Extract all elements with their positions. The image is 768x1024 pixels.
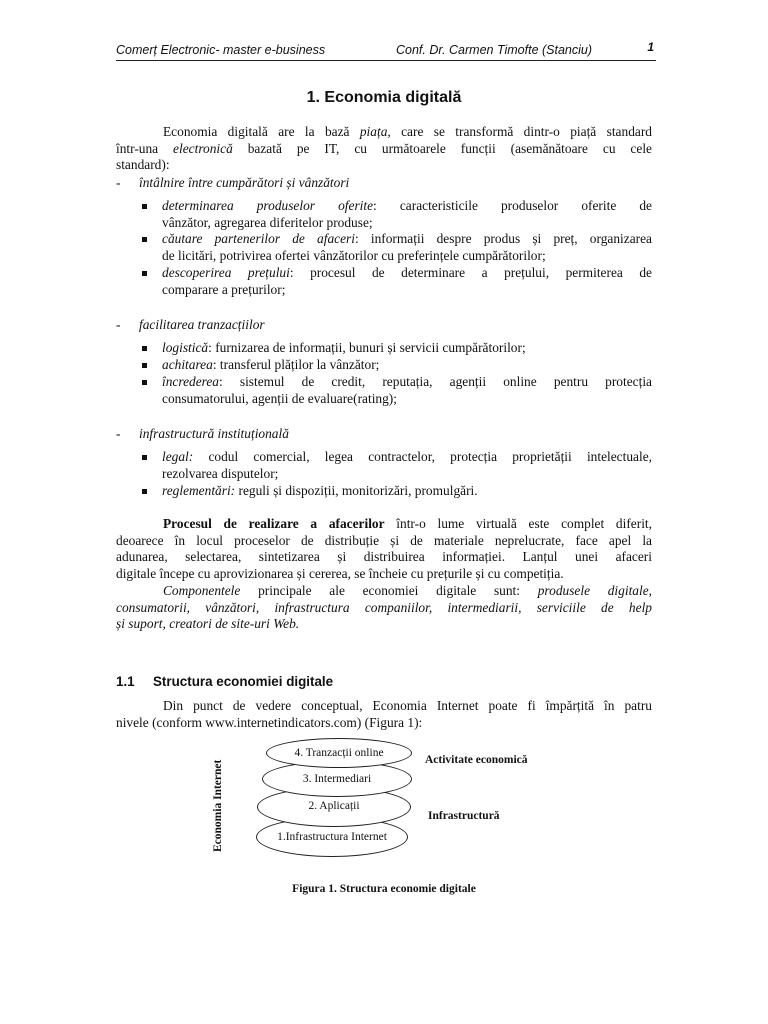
header-divider [116, 60, 656, 61]
structure-paragraph: Din punct de vedere conceptual, Economia Internet poate fi împărțită în patru nivele (conform www.internetindicators.com) (Figura 1): [116, 698, 652, 730]
level-4-ellipse: 4. Tranzacții online [266, 738, 412, 768]
page-title: 1. Economia digitală [306, 89, 462, 106]
header-author: Conf. Dr. Carmen Timofte (Stanciu) [396, 43, 593, 57]
list-item: reglementări: reguli și dispoziții, monitorizări, promulgări. [142, 483, 652, 500]
bullet-icon [142, 346, 147, 351]
bullet-icon [142, 363, 147, 368]
bullet-icon [142, 455, 147, 460]
bullet-icon [142, 489, 147, 494]
list-item: descoperirea prețului: procesul de determinare a prețului, permiterea de comparare a prețurilor; [142, 265, 652, 298]
page-header [116, 40, 656, 60]
components-paragraph: Componentele principale ale economiei digitale sunt: produsele digitale, consumatorii, vânzători, infrastructura companiilor, intermediarii, serviciile de help și suport, creatori de site-uri Web. [116, 583, 652, 632]
infrastructure-label: Infrastructură [428, 810, 500, 822]
process-paragraph: Procesul de realizare a afacerilor într-o lume virtuală este complet diferit, deoarece în locul proceselor de distribuție și de materiale neprelucrate, face apel la adunarea, selectarea, sintetizarea și distribuirea informației. Lanțul unei afaceri digitale începe cu aprovizionarea și cererea, se încheie cu prețurile și cu competiția. [116, 516, 652, 581]
intro-line-3: standard): [116, 157, 170, 173]
list-item: determinarea produselor oferite: caracteristicile produselor oferite de vânzător, agregarea diferitelor produse; [142, 198, 652, 231]
list-item: încrederea: sistemul de credit, reputația, agenții online pentru protecția consumatorului, agenții de evaluare(rating); [142, 374, 652, 407]
intro-paragraph [116, 124, 652, 174]
document-page: Comerț Electronic- master e-business Conf. Dr. Carmen Timofte (Stanciu) 1 1. Economia digitală Economia digitală are la bază piața, care se transformă dintr-o piață standard într-una electronică bazată pe IT, cu următoarele funcții (asemănătoare cu cele standard): - întâlnire între cumpărători și vânzători determinarea produselor oferite: caracteristicile produselor oferite de vânzător, agregarea diferitelor produse; căutare partenerilor de afaceri: informații despre produs și preț, organizarea de licitări, potrivirea ofertei vânzătorilor cu preferințele cumpărătorilor; descoperirea prețului: procesul de determinare a prețului, permiterea de comparare a prețurilor; - facilitarea tranzacțiilor logistică: furnizarea de informații, bunuri și servicii cumpărătorilor; achitarea: transferul plăților la vânzător; încrederea: sistemul de credit, reputația, agenții online pentru protecția consumatorului, agenții de evaluare(rating); - infrastructură instituțională legal: codul comercial, legea contractelor, protecția proprietății intelectuale, rezolvarea disputelor; reglementări: reguli și dispoziții, monitorizări, promulgări. Procesul de realizare a afacerilor într-o lume virtuală este complet diferit, deoarece în locul proceselor de distribuție și de materiale neprelucrate, face apel la adunarea, selectarea, sintetizarea și distribuirea informației. Lanțul unei afaceri digitale începe cu aprovizionarea și cererea, se încheie cu prețurile și cu competiția. Componentele principale ale economiei digitale sunt: produsele digitale, consumatorii, vânzători, infrastructura companiilor, intermediarii, serviciile de help și suport, creatori de site-uri Web. 1.1 Structura economiei digitale Din punct de vedere conceptual, Economia Internet poate fi împărțită în patru nivele (conform www.internetindicators.com) (Figura 1): Economia Internet 1.Infrastructura Internet 2. Aplicații 3. Intermediari 4. Tranzacții online Activitate economică Infrastructură Figura 1. Structura economie digitale [0, 0, 768, 1024]
subsection-heading: 1.1 Structura economiei digitale [116, 674, 334, 689]
header-course: Comerț Electronic- master e-business [116, 43, 326, 57]
list-item: legal: codul comercial, legea contractelor, protecția proprietății intelectuale, rezolvarea disputelor; [142, 449, 652, 482]
page-number: 1 [647, 40, 654, 54]
level-1-ellipse: 1.Infrastructura Internet [256, 817, 408, 857]
bullet-icon [142, 380, 147, 385]
intro-line-2: într-una electronică bazată pe IT, cu următoarele funcții (asemănătoare cu cele [116, 140, 652, 156]
level-2-ellipse: 2. Aplicații [257, 787, 411, 827]
bullet-icon [142, 204, 147, 209]
activity-label: Activitate economică [425, 754, 528, 766]
list-item: căutare partenerilor de afaceri: informații despre produs și preț, organizarea de licitări, potrivirea ofertei vânzătorilor cu preferințele cumpărătorilor; [142, 231, 652, 264]
intro-line-1: Economia digitală are la bază piața, care se transformă dintr-o piață standard [163, 124, 652, 139]
figure-vertical-label: Economia Internet [212, 759, 224, 852]
figure-caption: Figura 1. Structura economie digitale [292, 883, 476, 895]
level-3-ellipse: 3. Intermediari [262, 761, 412, 797]
bullet-icon [142, 237, 147, 242]
list-item: achitarea: transferul plăților la vânzător; [142, 357, 652, 374]
bullet-icon [142, 271, 147, 276]
list-item: logistică: furnizarea de informații, bunuri și servicii cumpărătorilor; [142, 340, 652, 357]
